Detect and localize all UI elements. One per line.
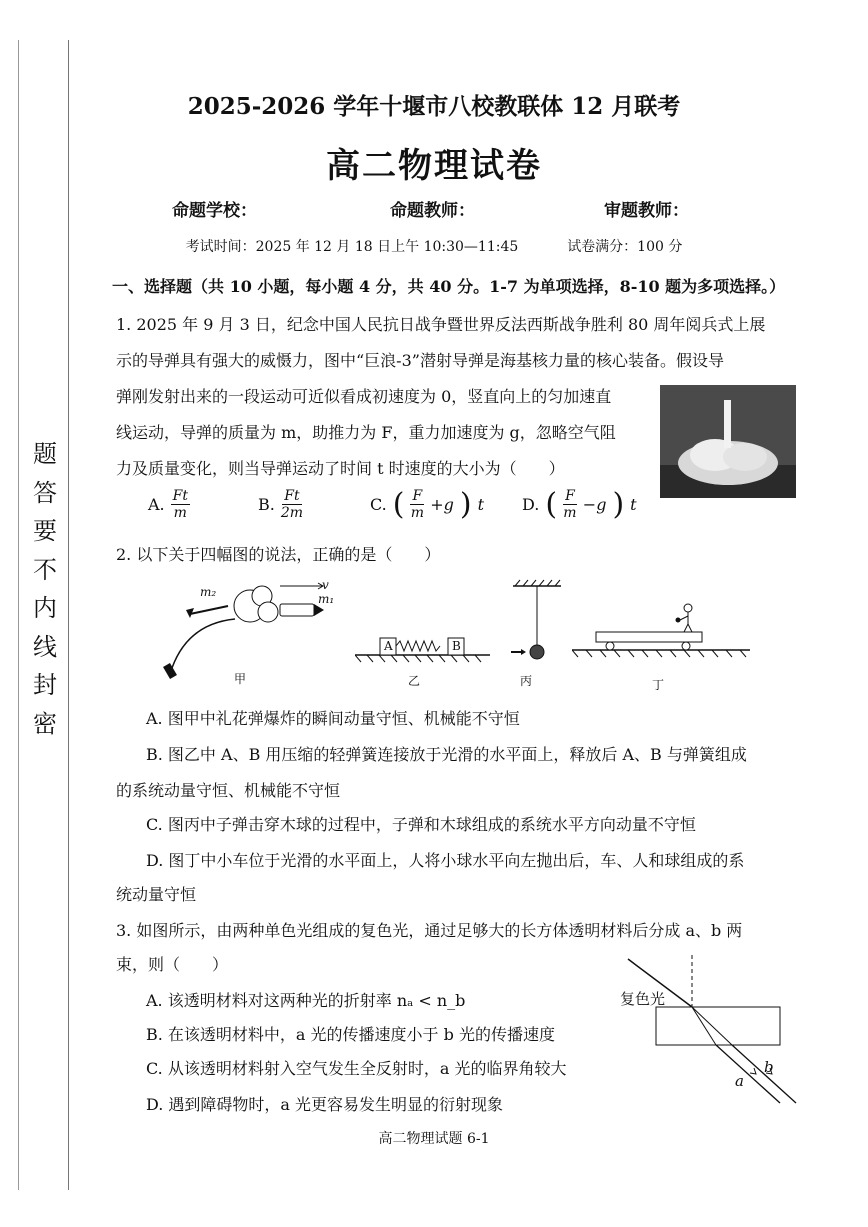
q3-option-b[interactable]: B. 在该透明材料中，a 光的传播速度小于 b 光的传播速度 — [146, 1025, 555, 1044]
label-jia: 甲 — [234, 672, 247, 686]
q3-option-c[interactable]: C. 从该透明材料射入空气发生全反射时，a 光的临界角较大 — [146, 1059, 567, 1078]
reviewer-label: 审题教师： — [604, 201, 689, 221]
missile-plume-icon — [660, 385, 796, 498]
q1-option-d[interactable]: D. ( $\frac{F}{m}$ −g ) t — [522, 486, 637, 522]
label-yi: 乙 — [408, 674, 421, 688]
label-m1: m₁ — [318, 592, 335, 606]
q1-line: 力及质量变化，则当导弹运动了时间 t 时速度的大小为（ ） — [116, 459, 565, 478]
label-block-a: A — [384, 639, 393, 653]
label-composite-light: 复色光 — [620, 990, 666, 1008]
q2-option-a[interactable]: A. 图甲中礼花弹爆炸的瞬间动量守恒、机械能不守恒 — [146, 709, 520, 728]
figure-ding-cart — [572, 600, 752, 662]
q2-option-c[interactable]: C. 图丙中子弹击穿木球的过程中，子弹和木球组成的系统水平方向动量不守恒 — [146, 815, 696, 834]
q2-option-b[interactable]: B. 图乙中 A、B 用压缩的轻弹簧连接放于光滑的水平面上，释放后 A、B 与弹簧组成 — [146, 745, 747, 764]
exam-title: 2025-2026 学年十堰市八校教联体 12 月联考 — [187, 93, 681, 120]
label-ding: 丁 — [652, 678, 665, 692]
q2-option-b-cont: 的系统动量守恒、机械能不守恒 — [116, 781, 341, 800]
section-heading: 一、选择题（共 10 小题，每小题 4 分，共 40 分。1-7 为单项选择，8-10 题为多项选择。） — [112, 277, 786, 296]
q3-option-a[interactable]: A. 该透明材料对这两种光的折射率 nₐ < n_b — [146, 991, 466, 1010]
q1-line: 线运动，导弹的质量为 m，助推力为 F，重力加速度为 g，忽略空气阻 — [116, 423, 616, 442]
q3-stem-cont: 束，则（ ） — [116, 955, 229, 974]
label-m2: m₂ — [200, 585, 217, 599]
label-bing: 丙 — [520, 674, 533, 688]
margin-rule-outer — [18, 40, 19, 1190]
missile-launch-photo — [660, 385, 796, 498]
q3-stem: 3. 如图所示，由两种单色光组成的复色光，通过足够大的长方体透明材料后分成 a、b 两 — [116, 921, 743, 940]
label-v: v — [322, 578, 329, 592]
q1-line: 示的导弹具有强大的威慑力，图中“巨浪-3”潜射导弹是海基核力量的核心装备。假设导 — [116, 351, 724, 370]
school-label: 命题学校： — [172, 201, 257, 221]
q1-option-c[interactable]: C. ( $\frac{F}{m}$ +g ) t — [370, 486, 485, 522]
paper-title: 高二物理试卷 — [326, 146, 542, 186]
figure-jia-fireworks — [150, 574, 340, 684]
q1-option-b[interactable]: B. $\frac{Ft}{2m}$ — [258, 488, 304, 521]
exam-info — [0, 236, 868, 256]
figure-bing-pendulum — [505, 578, 565, 663]
exam-time: 考试时间：2025 年 12 月 18 日上午 10:30—11:45 — [185, 239, 519, 255]
page-footer: 高二物理试题 6-1 — [378, 1131, 490, 1147]
margin-rule-inner — [68, 40, 69, 1190]
full-score: 试卷满分：100 分 — [567, 239, 683, 255]
figure-q3-refraction — [620, 955, 810, 1115]
q2-stem: 2. 以下关于四幅图的说法，正确的是（ ） — [116, 545, 441, 564]
teacher-label: 命题教师： — [390, 201, 475, 221]
seal-text: 题 答 要 不 内 线 封 密 — [33, 440, 57, 738]
label-block-b: B — [452, 639, 461, 653]
q3-option-d[interactable]: D. 遇到障碍物时，a 光更容易发生明显的衍射现象 — [146, 1095, 504, 1114]
label-a: a — [735, 1072, 744, 1090]
q2-option-d[interactable]: D. 图丁中小车位于光滑的水平面上，人将小球水平向左抛出后，车、人和球组成的系 — [146, 851, 745, 870]
figure-yi-spring — [355, 630, 490, 665]
label-b: b — [764, 1058, 774, 1076]
q1-line: 弹刚发射出来的一段运动可近似看成初速度为 0，竖直向上的匀加速直 — [116, 387, 612, 406]
q2-option-d-cont: 统动量守恒 — [116, 885, 197, 904]
q1-line: 1. 2025 年 9 月 3 日，纪念中国人民抗日战争暨世界反法西斯战争胜利 80 周年阅兵式上展 — [116, 315, 766, 334]
q1-option-a[interactable]: A. $\frac{Ft}{m}$ — [148, 488, 188, 521]
